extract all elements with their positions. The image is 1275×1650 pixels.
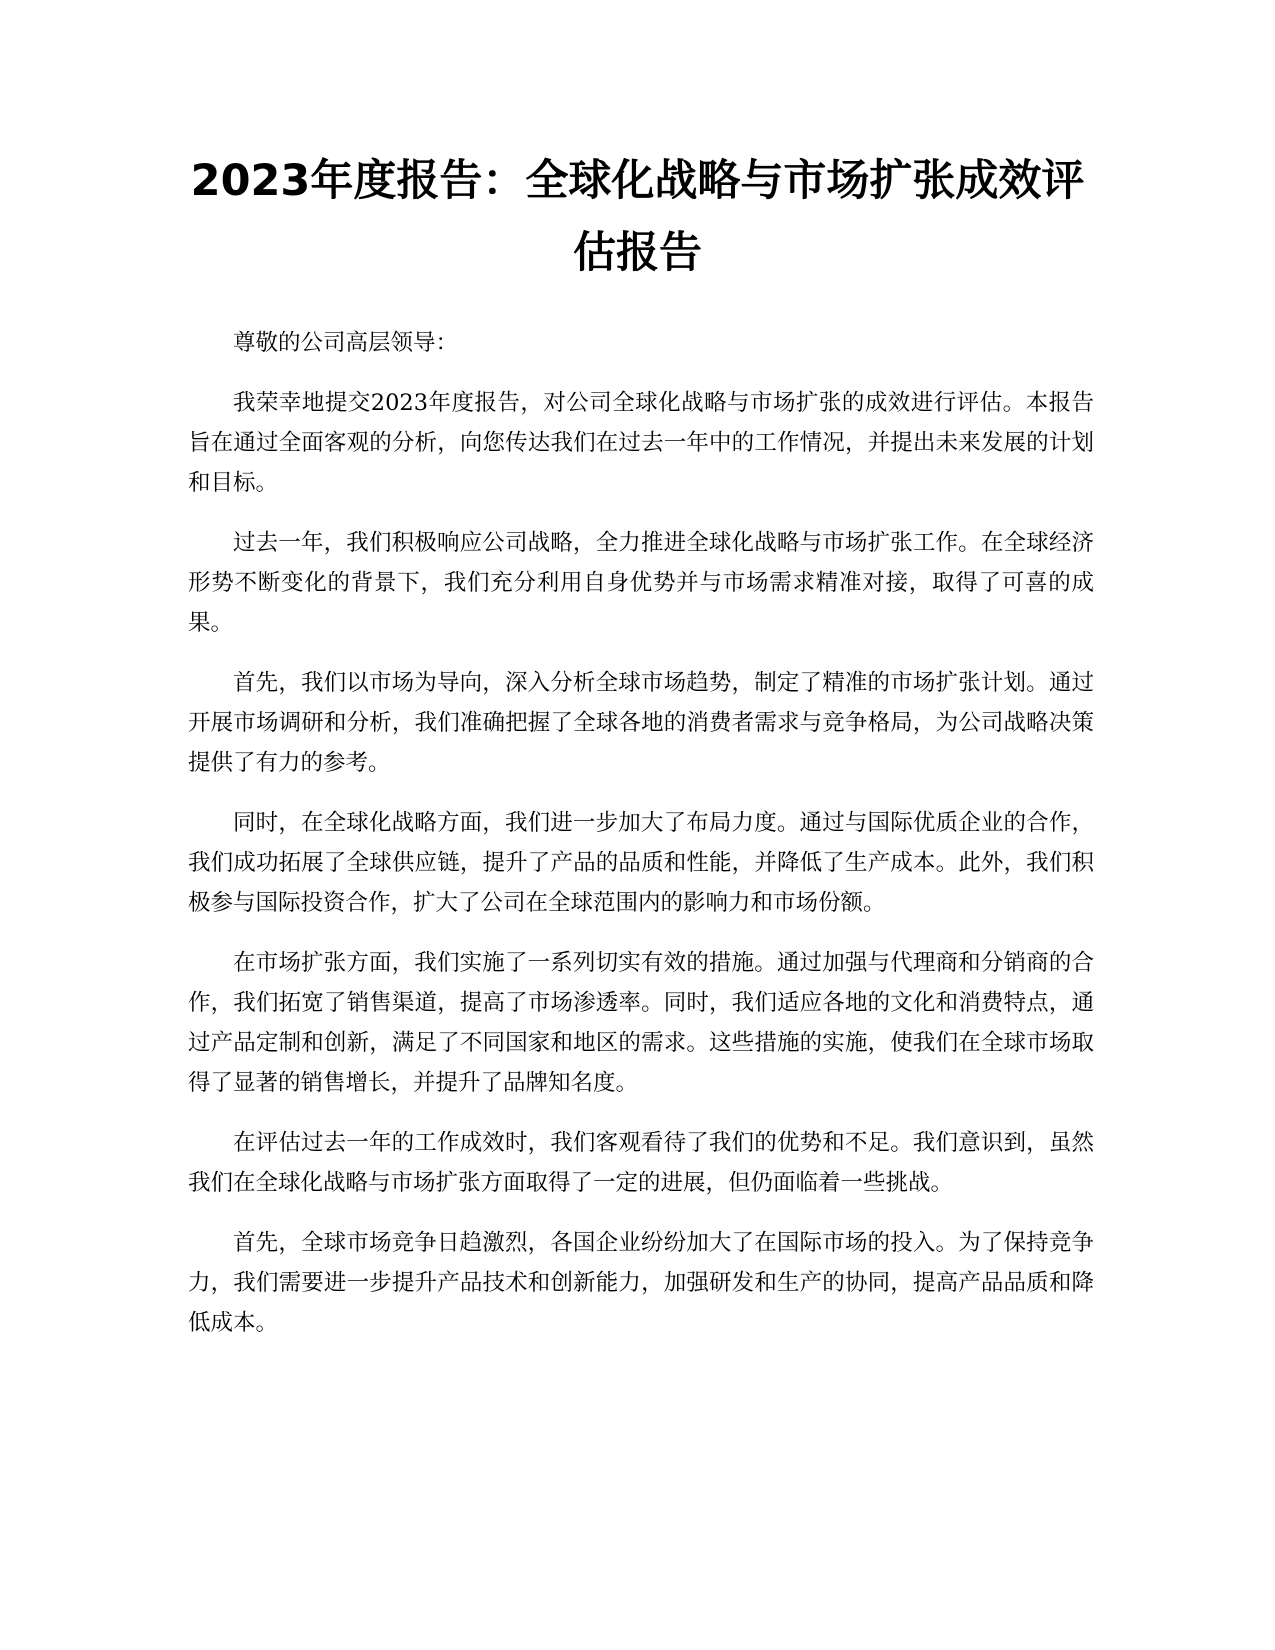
market-analysis-paragraph: 首先，我们以市场为导向，深入分析全球市场趋势，制定了精准的市场扩张计划。通过开展市场调研和分析，我们准确把握了全球各地的消费者需求与竞争格局，为公司战略决策提供了有力的参考。 [188, 670, 1094, 776]
document-title: 2023年度报告：全球化战略与市场扩张成效评估报告 [190, 156, 1085, 278]
globalization-strategy-paragraph: 同时，在全球化战略方面，我们进一步加大了布局力度。通过与国际优质企业的合作，我们成功拓展了全球供应链，提升了产品的品质和性能，并降低了生产成本。此外，我们积极参与国际投资合作，扩大了公司在全球范围内的影响力和市场份额。 [188, 810, 1094, 916]
intro-paragraph: 我荣幸地提交2023年度报告，对公司全球化战略与市场扩张的成效进行评估。本报告旨在通过全面客观的分析，向您传达我们在过去一年中的工作情况，并提出未来发展的计划和目标。 [188, 390, 1094, 496]
document-body [188, 323, 1094, 1363]
salutation-paragraph: 尊敬的公司高层领导： [233, 330, 459, 356]
past-year-paragraph: 过去一年，我们积极响应公司战略，全力推进全球化战略与市场扩张工作。在全球经济形势不断变化的背景下，我们充分利用自身优势并与市场需求精准对接，取得了可喜的成果。 [188, 530, 1094, 636]
market-expansion-paragraph: 在市场扩张方面，我们实施了一系列切实有效的措施。通过加强与代理商和分销商的合作，我们拓宽了销售渠道，提高了市场渗透率。同时，我们适应各地的文化和消费特点，通过产品定制和创新，满足了不同国家和地区的需求。这些措施的实施，使我们在全球市场取得了显著的销售增长，并提升了品牌知名度。 [188, 950, 1094, 1096]
challenges-paragraph: 首先，全球市场竞争日趋激烈，各国企业纷纷加大了在国际市场的投入。为了保持竞争力，我们需要进一步提升产品技术和创新能力，加强研发和生产的协同，提高产品品质和降低成本。 [188, 1230, 1094, 1336]
evaluation-paragraph: 在评估过去一年的工作成效时，我们客观看待了我们的优势和不足。我们意识到，虽然我们在全球化战略与市场扩张方面取得了一定的进展，但仍面临着一些挑战。 [188, 1130, 1094, 1196]
